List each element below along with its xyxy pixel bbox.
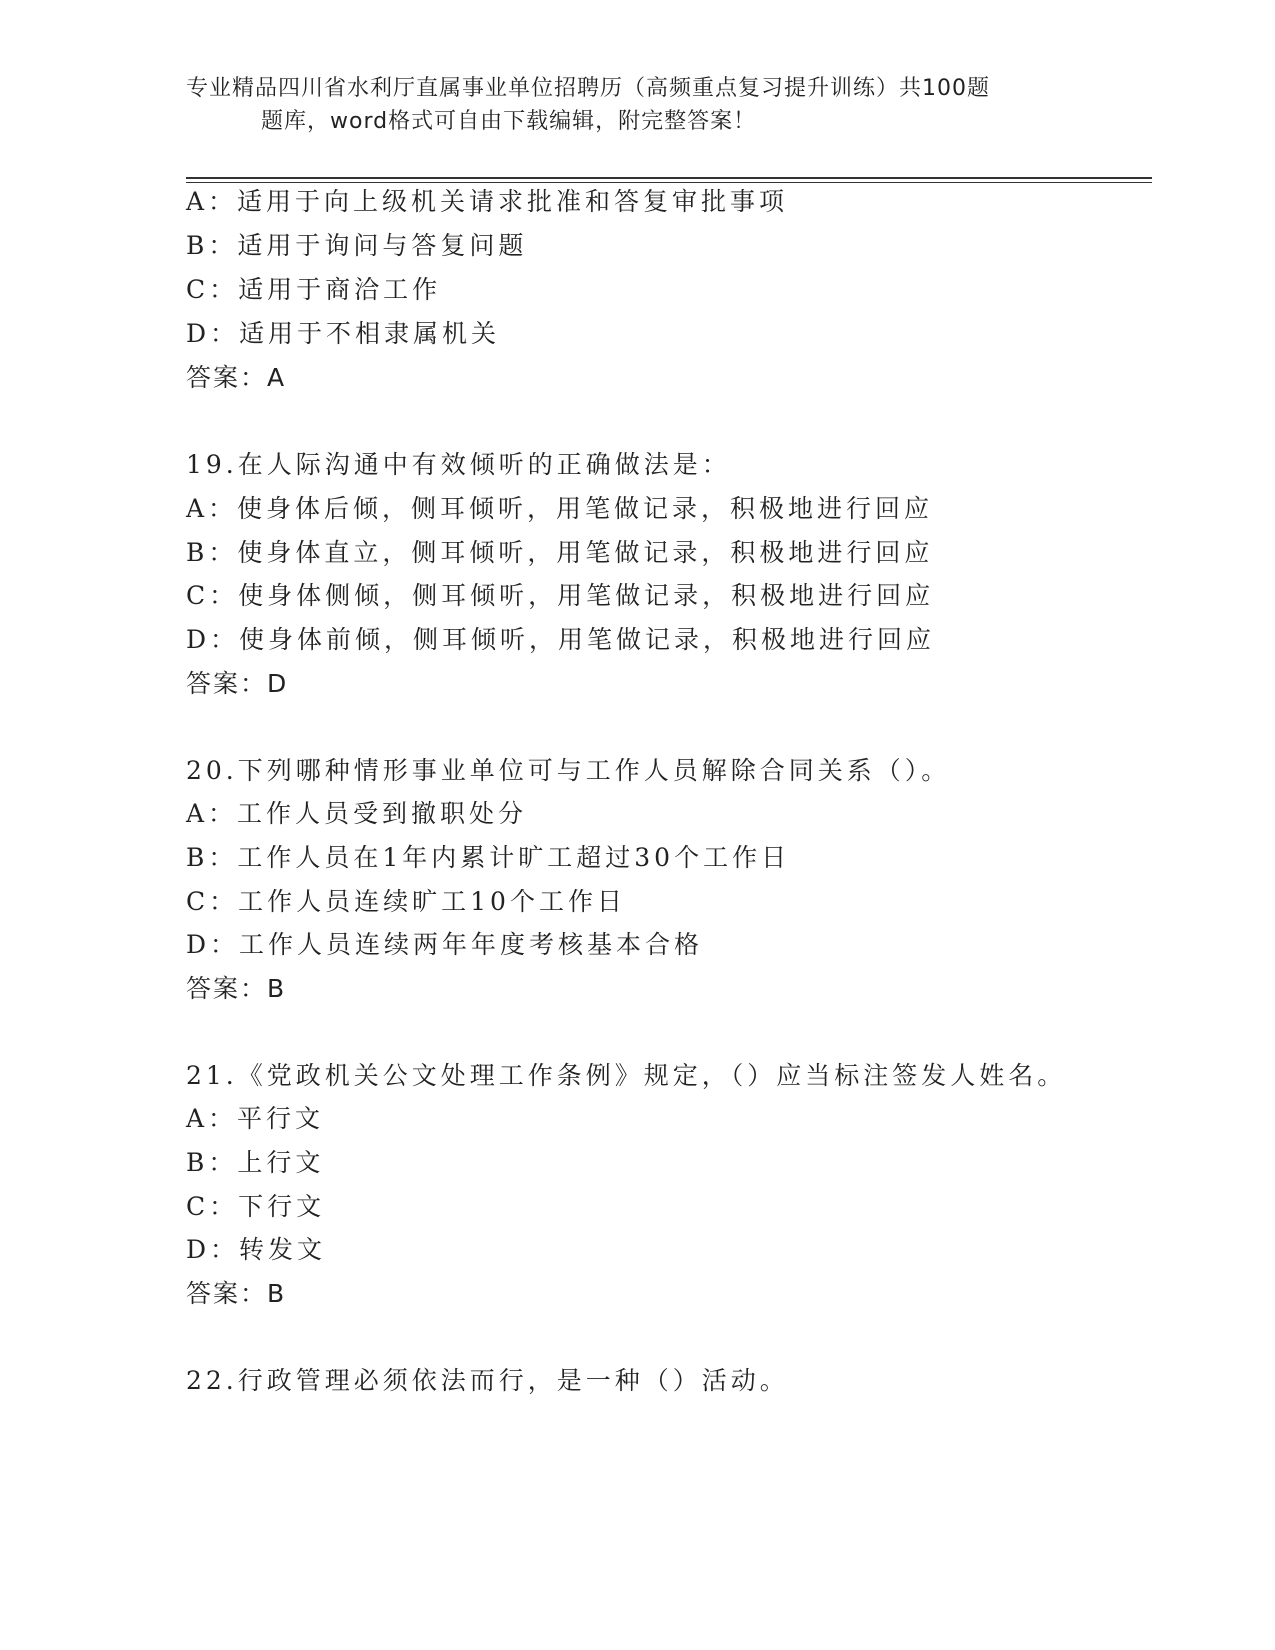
- q21-option-d: D：转发文: [186, 1235, 327, 1264]
- q19-option-a: A：使身体后倾，侧耳倾听，用笔做记录，积极地进行回应: [186, 494, 934, 523]
- q20-stem: 20.下列哪种情形事业单位可与工作人员解除合同关系（）。: [186, 756, 951, 785]
- q19-stem: 19.在人际沟通中有效倾听的正确做法是：: [186, 450, 731, 479]
- q21-option-a: A：平行文: [186, 1104, 325, 1133]
- header-title-line2: 题库，word格式可自由下载编辑，附完整答案！: [261, 109, 757, 134]
- q19-option-d: D：使身体前倾，侧耳倾听，用笔做记录，积极地进行回应: [186, 625, 936, 654]
- q20-option-d: D：工作人员连续两年年度考核基本合格: [186, 930, 704, 959]
- q20-option-c: C：工作人员连续旷工10个工作日: [186, 887, 626, 916]
- q22-stem: 22.行政管理必须依法而行，是一种（）活动。: [186, 1366, 789, 1395]
- q21-stem: 21.《党政机关公文处理工作条例》规定，（）应当标注签发人姓名。: [186, 1061, 1067, 1090]
- q21-answer: 答案：B: [186, 1279, 287, 1308]
- q18-option-c: C：适用于商洽工作: [186, 275, 442, 304]
- header-divider-thin: [186, 182, 1152, 183]
- q20-option-b: B：工作人员在1年内累计旷工超过30个工作日: [186, 843, 791, 872]
- q19-option-c: C：使身体侧倾，侧耳倾听，用笔做记录，积极地进行回应: [186, 581, 935, 610]
- q19-option-b: B：使身体直立，侧耳倾听，用笔做记录，积极地进行回应: [186, 538, 934, 567]
- q21-option-b: B：上行文: [186, 1148, 325, 1177]
- q20-option-a: A：工作人员受到撤职处分: [186, 799, 528, 828]
- q18-option-a: A：适用于向上级机关请求批准和答复审批事项: [186, 187, 789, 216]
- q19-answer: 答案：D: [186, 669, 289, 698]
- q21-option-c: C：下行文: [186, 1192, 326, 1221]
- q18-option-b: B：适用于询问与答复问题: [186, 231, 528, 260]
- q20-answer: 答案：B: [186, 974, 287, 1003]
- document-header: [186, 72, 1086, 138]
- header-title-line1: 专业精品四川省水利厅直属事业单位招聘历（高频重点复习提升训练）共100题: [186, 76, 990, 101]
- header-divider-thick: [186, 177, 1152, 179]
- q18-option-d: D：适用于不相隶属机关: [186, 319, 501, 348]
- q18-answer: 答案：A: [186, 363, 287, 392]
